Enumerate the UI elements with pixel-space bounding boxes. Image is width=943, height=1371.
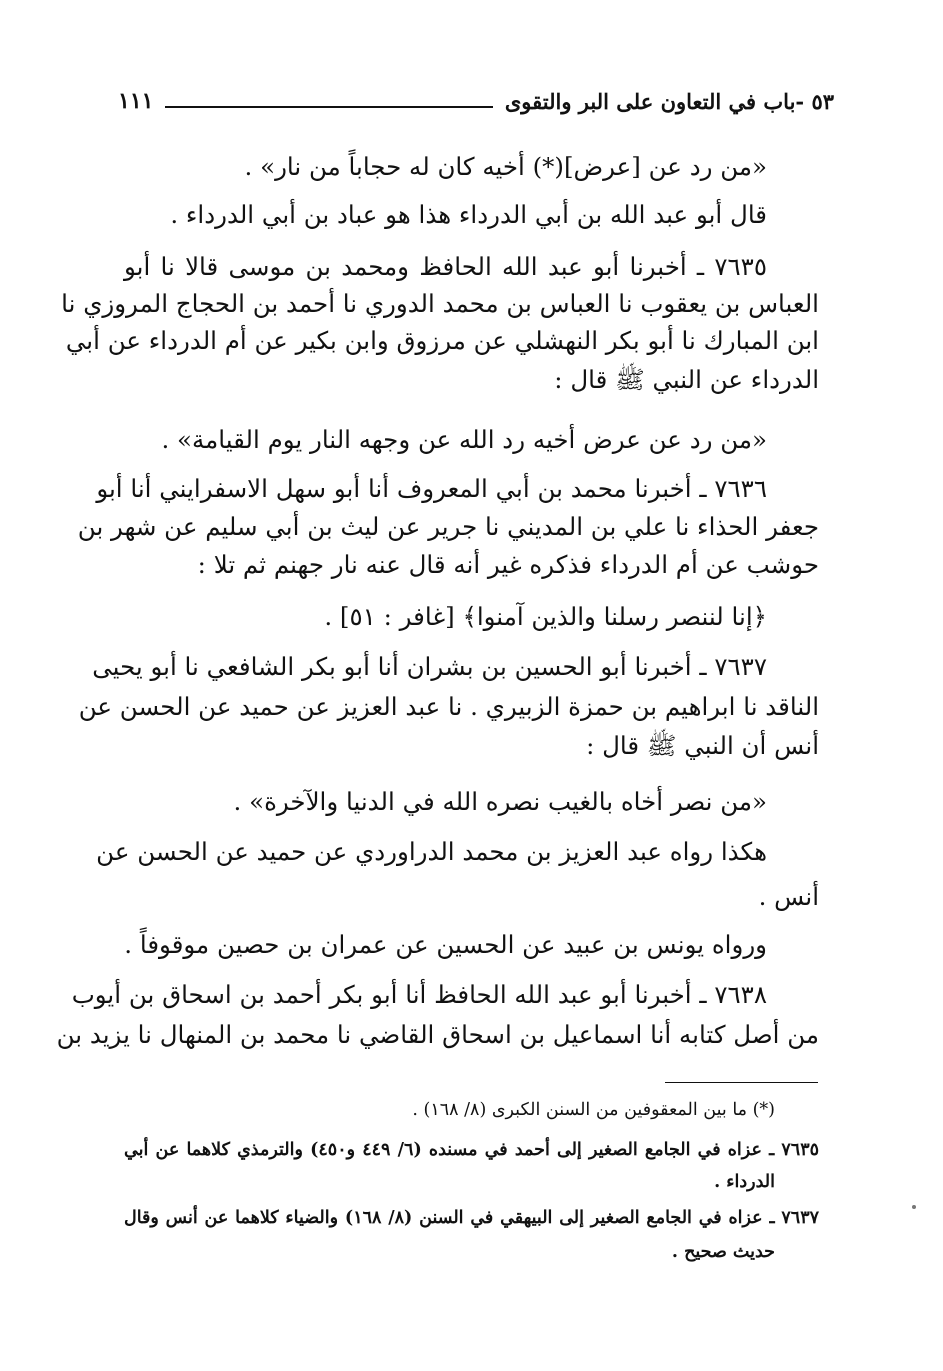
text-line: «من نصر أخاه بالغيب نصره الله في الدنيا والآخرة» . [233,787,767,816]
text-line: أنس أن النبي ﷺ قال : [586,731,819,760]
text-line: الناقد نا ابراهيم بن حمزة الزبيري . نا عبد العزيز عن حميد عن الحسن عن [78,692,819,721]
footnote-line: (*) ما بين المعقوفين من السنن الكبرى (٨/ ١٦٨) . [412,1100,775,1120]
text-line: قال أبو عبد الله بن أبي الدرداء هذا هو عباد بن أبي الدرداء . [170,200,767,229]
scan-speck [912,1205,916,1209]
text-line: من أصل كتابه أنا اسماعيل بن اسحاق القاضي نا محمد بن المنهال نا يزيد بن [56,1020,819,1049]
text-line: ٧٦٣٨ ـ أخبرنا أبو عبد الله الحافظ أنا أبو بكر أحمد بن اسحاق بن أيوب [71,980,767,1009]
text-line: الدرداء عن النبي ﷺ قال : [554,365,819,394]
text-line: «من رد عن عرض أخيه رد الله عن وجهه النار يوم القيامة» . [161,425,767,454]
footnote-rule [665,1082,818,1083]
text-line: جعفر الحذاء نا علي بن المديني نا جرير عن ليث بن أبي سليم عن شهر بن [77,512,819,541]
text-line: ابن المبارك نا أبو بكر النهشلي عن مرزوق وابن بكير عن أم الدرداء عن أبي [65,326,819,355]
text-line: أنس . [758,882,819,911]
text-line: ورواه يونس بن عبيد عن الحسين عن عمران بن حصين موقوفاً . [124,930,767,959]
text-line: ﴿إنا لننصر رسلنا والذين آمنوا﴾ [غافر : ٥١] . [324,602,767,631]
footnote-line: ٧٦٣٧ ـ عزاه في الجامع الصغير إلى البيهقي في السنن (٨/ ١٦٨) والضياء كلاهما عن أنس وقال [124,1208,820,1228]
text-line: ٧٦٣٧ ـ أخبرنا أبو الحسين بن بشران أنا أبو بكر الشافعي نا أبو يحيى [92,652,767,681]
text-line: ٧٦٣٥ ـ أخبرنا أبو عبد الله الحافظ ومحمد بن موسى قالا نا أبو [124,252,767,281]
footnote-line: حديث صحيح . [671,1242,775,1262]
text-line: ٧٦٣٦ ـ أخبرنا محمد بن أبي المعروف أنا أبو سهل الاسفرايني أنا أبو [96,474,767,503]
running-header [118,80,834,122]
page-number: ١١١ [118,88,154,114]
text-line: هكذا رواه عبد العزيز بن محمد الدراوردي عن حميد عن الحسن عن [96,837,767,866]
footnote-line: الدرداء . [714,1172,775,1192]
chapter-title: ٥٣ -باب في التعاون على البر والتقوى [504,88,834,114]
text-line: العباس بن يعقوب نا العباس بن محمد الدوري نا أحمد بن الحجاج المروزي نا [61,289,819,318]
text-line: حوشب عن أم الدرداء فذكره غير أنه قال عنه نار جهنم ثم تلا : [197,550,819,579]
footnote-line: ٧٦٣٥ ـ عزاه في الجامع الصغير إلى أحمد في مسنده (٦/ ٤٤٩ و٤٥٠) والترمذي كلاهما عن أبي [124,1140,819,1160]
text-line: «من رد عن [عرض](*) أخيه كان له حجاباً من نار» . [244,152,767,181]
header-rule [165,106,492,108]
